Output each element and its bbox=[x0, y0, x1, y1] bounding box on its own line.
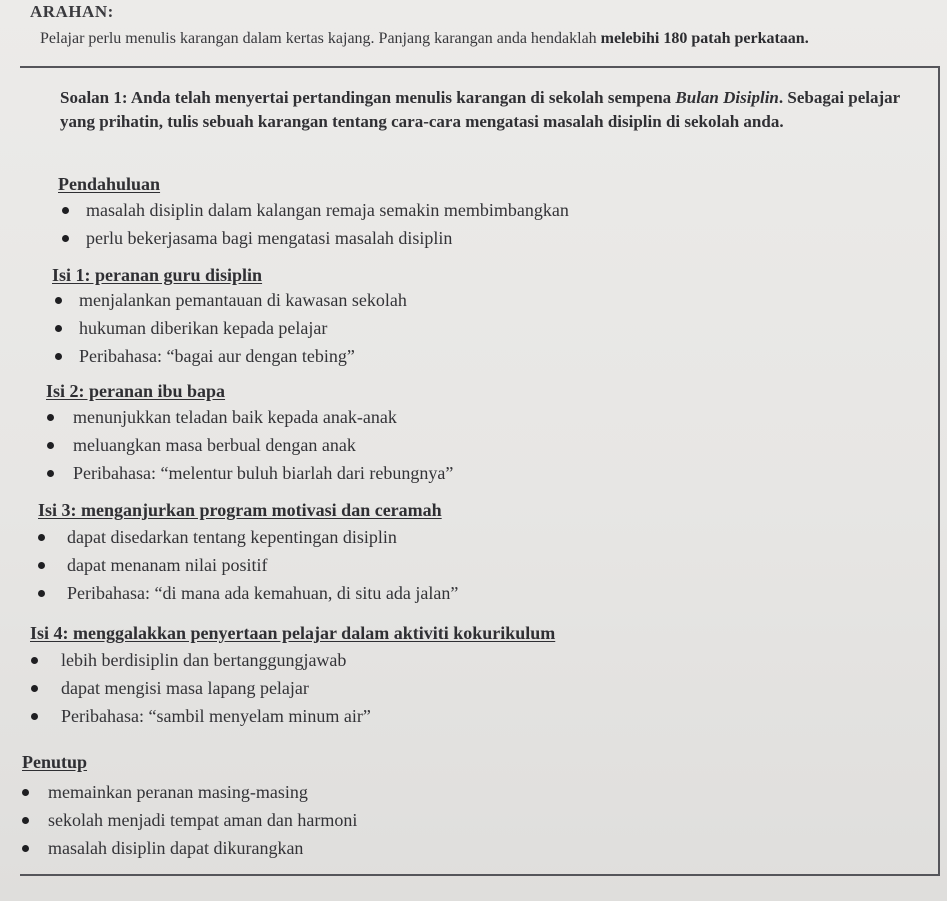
bullet-icon bbox=[22, 817, 29, 824]
list-item: meluangkan masa berbual dengan anak bbox=[47, 431, 453, 459]
instruction-word-count: melebihi 180 patah perkataan. bbox=[600, 30, 809, 47]
bullet-icon bbox=[38, 534, 45, 541]
list-item: perlu bekerjasama bagi mengatasi masalah disiplin bbox=[62, 224, 569, 252]
section-title-isi-2: Isi 2: peranan ibu bapa bbox=[46, 381, 226, 401]
bullet-icon bbox=[62, 207, 69, 214]
section-points-isi-1 bbox=[55, 286, 407, 370]
section-title-pendahuluan: Pendahuluan bbox=[58, 174, 161, 194]
list-item: Peribahasa: “di mana ada kemahuan, di situ ada jalan” bbox=[38, 579, 458, 607]
bullet-icon bbox=[22, 845, 29, 852]
list-item: Peribahasa: “melentur buluh biarlah dari rebungnya” bbox=[47, 459, 453, 487]
bullet-icon bbox=[55, 325, 62, 332]
bullet-icon bbox=[38, 562, 45, 569]
bullet-icon bbox=[55, 297, 62, 304]
list-item: hukuman diberikan kepada pelajar bbox=[55, 314, 407, 342]
section-points-isi-2 bbox=[47, 403, 453, 487]
section-points-isi-4 bbox=[31, 646, 371, 730]
section-title-isi-1: Isi 1: peranan guru disiplin bbox=[52, 265, 263, 285]
list-item: masalah disiplin dapat dikurangkan bbox=[22, 834, 357, 862]
list-item: dapat disedarkan tentang kepentingan disiplin bbox=[38, 523, 458, 551]
instructions-heading: ARAHAN: bbox=[30, 2, 114, 21]
bullet-icon bbox=[47, 442, 54, 449]
section-title-isi-4: Isi 4: menggalakkan penyertaan pelajar dalam aktiviti kokurikulum bbox=[30, 623, 556, 643]
list-item: menjalankan pemantauan di kawasan sekolah bbox=[55, 286, 407, 314]
list-item: menunjukkan teladan baik kepada anak-anak bbox=[47, 403, 453, 431]
bullet-icon bbox=[62, 235, 69, 242]
section-points-pendahuluan bbox=[62, 196, 569, 252]
list-item: dapat mengisi masa lapang pelajar bbox=[31, 674, 371, 702]
instruction-text bbox=[40, 30, 940, 48]
list-item: Peribahasa: “sambil menyelam minum air” bbox=[31, 702, 371, 730]
list-item: sekolah menjadi tempat aman dan harmoni bbox=[22, 806, 357, 834]
list-item: Peribahasa: “bagai aur dengan tebing” bbox=[55, 342, 407, 370]
instruction-body: Pelajar perlu menulis karangan dalam kertas kajang. Panjang karangan anda hendaklah bbox=[40, 30, 601, 47]
section-points-penutup bbox=[22, 778, 357, 862]
bullet-icon bbox=[47, 470, 54, 477]
section-points-isi-3 bbox=[38, 523, 458, 607]
question-suffix: . Sebagai pelajar yang prihatin, tulis sebuah karangan tentang cara-cara mengatasi masalah disiplin di sekolah anda. bbox=[60, 88, 900, 131]
bullet-icon bbox=[31, 657, 38, 664]
list-item: lebih berdisiplin dan bertanggungjawab bbox=[31, 646, 371, 674]
question-text bbox=[60, 86, 920, 134]
list-item: dapat menanam nilai positif bbox=[38, 551, 458, 579]
section-title-penutup: Penutup bbox=[22, 752, 88, 772]
question-prefix: Soalan 1: Anda telah menyertai pertandingan menulis karangan di sekolah sempena bbox=[60, 88, 676, 107]
bullet-icon bbox=[22, 789, 29, 796]
list-item: memainkan peranan masing-masing bbox=[22, 778, 357, 806]
bullet-icon bbox=[31, 685, 38, 692]
section-title-isi-3: Isi 3: menganjurkan program motivasi dan ceramah bbox=[38, 500, 442, 520]
bullet-icon bbox=[31, 713, 38, 720]
bullet-icon bbox=[38, 590, 45, 597]
list-item: masalah disiplin dalam kalangan remaja semakin membimbangkan bbox=[62, 196, 569, 224]
bullet-icon bbox=[55, 353, 62, 360]
question-event-name: Bulan Disiplin bbox=[675, 88, 779, 107]
bullet-icon bbox=[47, 414, 54, 421]
